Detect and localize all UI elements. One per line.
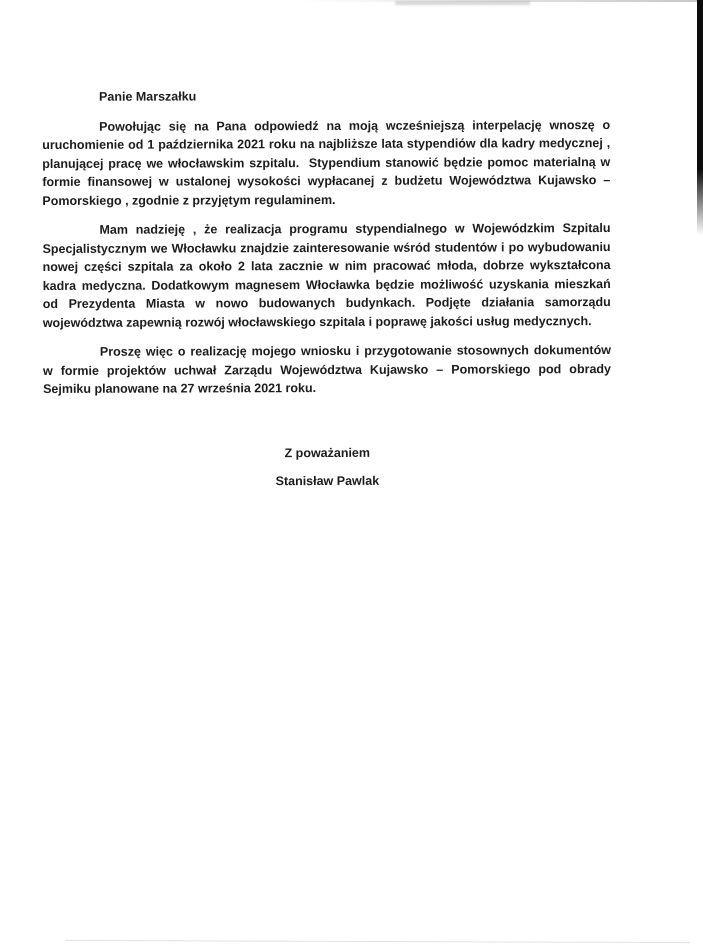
signature-name: Stanisław Pawlak [275,473,380,489]
scan-bottom-line-artifact [65,940,690,943]
paragraph-3: Proszę więc o realizację mojego wniosku i przygotowanie stosownych dokumentów w formie projektów uchwał Zarządu Województwa Kujawsko – Pomorskiego pod obrady Sejmiku planowane na 27 września 2021 roku. [42,343,615,396]
closing-phrase: Z poważaniem [284,445,371,460]
scan-top-smudge-artifact [395,1,530,5]
salutation: Panie Marszałku [99,89,197,104]
letter-body [42,86,615,491]
scan-right-edge-artifact [697,0,703,235]
paragraph-1: Powołując się na Pana odpowiedź na moją wcześniejszą interpelację wnoszę o uruchomienie od 1 października 2021 roku na najbliższe lata stypendiów dla kadry medycznej , planującej pracę we włocławskim szpitalu. Stypendium stanowić będzie pomoc materialną w formie finansowej w ustalonej wysokości wypłacanej z budżetu Województwa Kujawsko – Pomorskiego , zgodnie z przyjętym regulaminem. [42,117,614,208]
paragraph-2: Mam nadzieję , że realizacja programu stypendialnego w Wojewódzkim Szpitalu Specjalistycznym we Włocławku znajdzie zainteresowanie wśród studentów i po wybudowaniu nowej części szpitala za około 2 lata zacznie w nim pracować młoda, dobrze wykształcona kadra medyczna. Dodatkowym magnesem Włocławka będzie możliwość uzyskania mieszkań od Prezydenta Miasta w nowo budowanych budynkach. Podjęte działania samorządu województwa zapewnią rozwój włocławskiego szpitala i poprawę jakości usług medycznych. [42,221,615,330]
closing-block [43,443,611,492]
